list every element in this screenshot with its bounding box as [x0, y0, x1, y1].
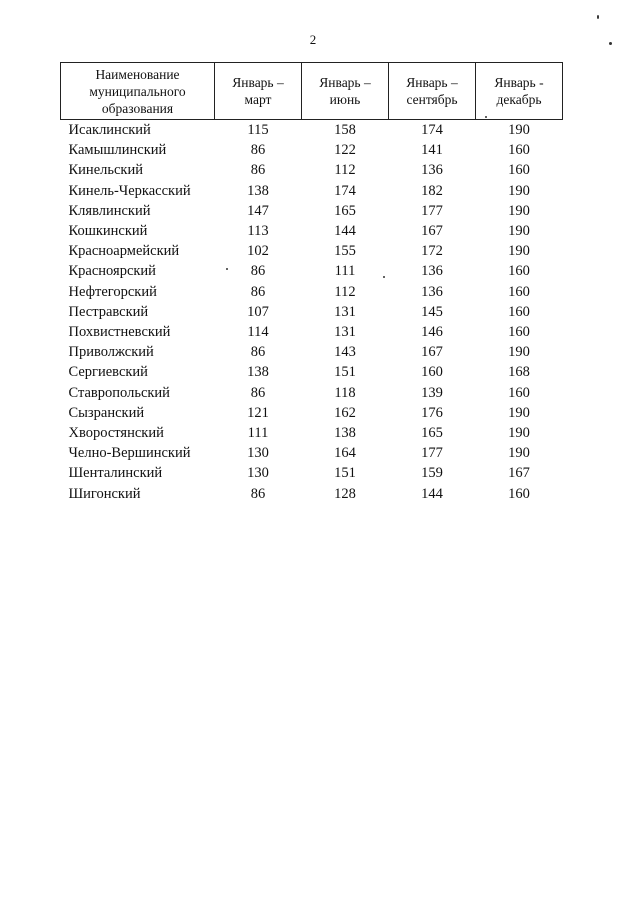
value-cell: 190 — [508, 425, 530, 442]
table-row — [61, 160, 563, 180]
table-row — [61, 463, 563, 483]
page-number: 2 — [309, 32, 317, 47]
value-cell: 172 — [421, 243, 443, 260]
table-row — [61, 120, 563, 141]
value-cell: 118 — [334, 384, 356, 401]
value-cell: 167 — [421, 344, 443, 361]
value-cell: 160 — [508, 485, 530, 502]
value-cell: 190 — [508, 223, 530, 240]
table-row — [61, 261, 563, 281]
value-cell: 136 — [421, 283, 443, 300]
value-cell: 190 — [508, 445, 530, 462]
header-jan-dec: Январь - декабрь — [476, 63, 563, 120]
value-cell: 113 — [247, 223, 269, 240]
scan-speck — [609, 42, 612, 45]
value-cell: 130 — [247, 465, 269, 482]
value-cell: 114 — [247, 324, 269, 341]
value-cell: 160 — [508, 162, 530, 179]
value-cell: 190 — [508, 243, 530, 260]
municipality-name: Приволжский — [68, 344, 154, 361]
value-cell: 155 — [334, 243, 356, 260]
value-cell: 86 — [250, 344, 266, 361]
municipality-name: Сызранский — [68, 404, 145, 421]
value-cell: 182 — [421, 182, 443, 199]
municipality-name: Шенталинский — [68, 465, 163, 482]
value-cell: 86 — [250, 263, 266, 280]
value-cell: 86 — [250, 283, 266, 300]
table-row — [61, 241, 563, 261]
value-cell: 162 — [334, 404, 356, 421]
value-cell: 190 — [508, 344, 530, 361]
value-cell: 107 — [247, 303, 269, 320]
value-cell: 160 — [508, 324, 530, 341]
municipality-name: Кошкинский — [68, 223, 148, 240]
table-body — [61, 120, 563, 504]
scan-speck — [485, 116, 487, 118]
value-cell: 86 — [250, 485, 266, 502]
municipality-name: Исаклинский — [68, 122, 151, 138]
value-cell: 174 — [421, 122, 443, 138]
value-cell: 167 — [508, 465, 530, 482]
value-cell: 160 — [508, 384, 530, 401]
value-cell: 165 — [334, 202, 356, 219]
table-row — [61, 342, 563, 362]
table-row — [61, 423, 563, 443]
scan-speck — [383, 276, 385, 278]
table-row — [61, 221, 563, 241]
value-cell: 176 — [421, 404, 443, 421]
municipality-name: Клявлинский — [68, 202, 151, 219]
value-cell: 130 — [247, 445, 269, 462]
table-row — [61, 282, 563, 302]
value-cell: 111 — [247, 425, 269, 442]
scan-speck — [226, 268, 228, 270]
municipality-name: Хворостянский — [68, 425, 164, 442]
value-cell: 138 — [247, 364, 269, 381]
header-jan-mar: Январь – март — [215, 63, 302, 120]
value-cell: 174 — [334, 182, 356, 199]
municipality-name: Пестравский — [68, 303, 149, 320]
value-cell: 147 — [247, 202, 269, 219]
value-cell: 131 — [334, 324, 356, 341]
municipality-name: Шигонский — [68, 485, 141, 502]
value-cell: 177 — [421, 445, 443, 462]
municipality-name: Сергиевский — [68, 364, 148, 381]
table-header-row — [61, 63, 563, 120]
header-municipality: Наименование муниципального образования — [61, 63, 215, 120]
value-cell: 151 — [334, 465, 356, 482]
value-cell: 165 — [421, 425, 443, 442]
quarterly-data-table — [60, 62, 563, 504]
value-cell: 177 — [421, 202, 443, 219]
value-cell: 86 — [250, 142, 266, 159]
municipality-name: Камышлинский — [68, 142, 167, 159]
value-cell: 145 — [421, 303, 443, 320]
table-row — [61, 322, 563, 342]
value-cell: 136 — [421, 263, 443, 280]
table-row — [61, 201, 563, 221]
value-cell: 160 — [508, 283, 530, 300]
value-cell: 112 — [334, 162, 356, 179]
value-cell: 115 — [247, 122, 269, 138]
municipality-name: Красноармейский — [68, 243, 180, 260]
value-cell: 144 — [334, 223, 356, 240]
value-cell: 159 — [421, 465, 443, 482]
value-cell: 139 — [421, 384, 443, 401]
value-cell: 146 — [421, 324, 443, 341]
value-cell: 143 — [334, 344, 356, 361]
table-row — [61, 181, 563, 201]
municipality-name: Нефтегорский — [68, 283, 157, 300]
value-cell: 112 — [334, 283, 356, 300]
value-cell: 138 — [334, 425, 356, 442]
value-cell: 122 — [334, 142, 356, 159]
table-row — [61, 302, 563, 322]
value-cell: 138 — [247, 182, 269, 199]
value-cell: 158 — [334, 122, 356, 138]
value-cell: 86 — [250, 162, 266, 179]
value-cell: 190 — [508, 182, 530, 199]
value-cell: 111 — [334, 263, 356, 280]
value-cell: 151 — [334, 364, 356, 381]
value-cell: 160 — [508, 303, 530, 320]
header-jan-sep: Январь – сентябрь — [389, 63, 476, 120]
value-cell: 141 — [421, 142, 443, 159]
municipality-name: Кинельский — [68, 162, 143, 179]
value-cell: 190 — [508, 404, 530, 421]
value-cell: 190 — [508, 122, 530, 138]
value-cell: 160 — [508, 263, 530, 280]
table-row — [61, 383, 563, 403]
table-row — [61, 362, 563, 382]
value-cell: 160 — [508, 142, 530, 159]
scan-speck — [597, 15, 599, 19]
value-cell: 86 — [250, 384, 266, 401]
value-cell: 131 — [334, 303, 356, 320]
value-cell: 190 — [508, 202, 530, 219]
header-jan-jun: Январь – июнь — [302, 63, 389, 120]
value-cell: 168 — [508, 364, 530, 381]
value-cell: 136 — [421, 162, 443, 179]
municipality-name: Челно-Вершинский — [68, 445, 191, 462]
table-row — [61, 443, 563, 463]
table-row — [61, 484, 563, 504]
value-cell: 102 — [247, 243, 269, 260]
value-cell: 160 — [421, 364, 443, 381]
table-row — [61, 140, 563, 160]
value-cell: 121 — [247, 404, 269, 421]
table-row — [61, 403, 563, 423]
municipality-name: Похвистневский — [68, 324, 171, 341]
value-cell: 167 — [421, 223, 443, 240]
municipality-name: Красноярский — [68, 263, 156, 280]
value-cell: 164 — [334, 445, 356, 462]
municipality-name: Кинель-Черкасский — [68, 182, 191, 199]
value-cell: 128 — [334, 485, 356, 502]
value-cell: 144 — [421, 485, 443, 502]
municipality-name: Ставропольский — [68, 384, 170, 401]
